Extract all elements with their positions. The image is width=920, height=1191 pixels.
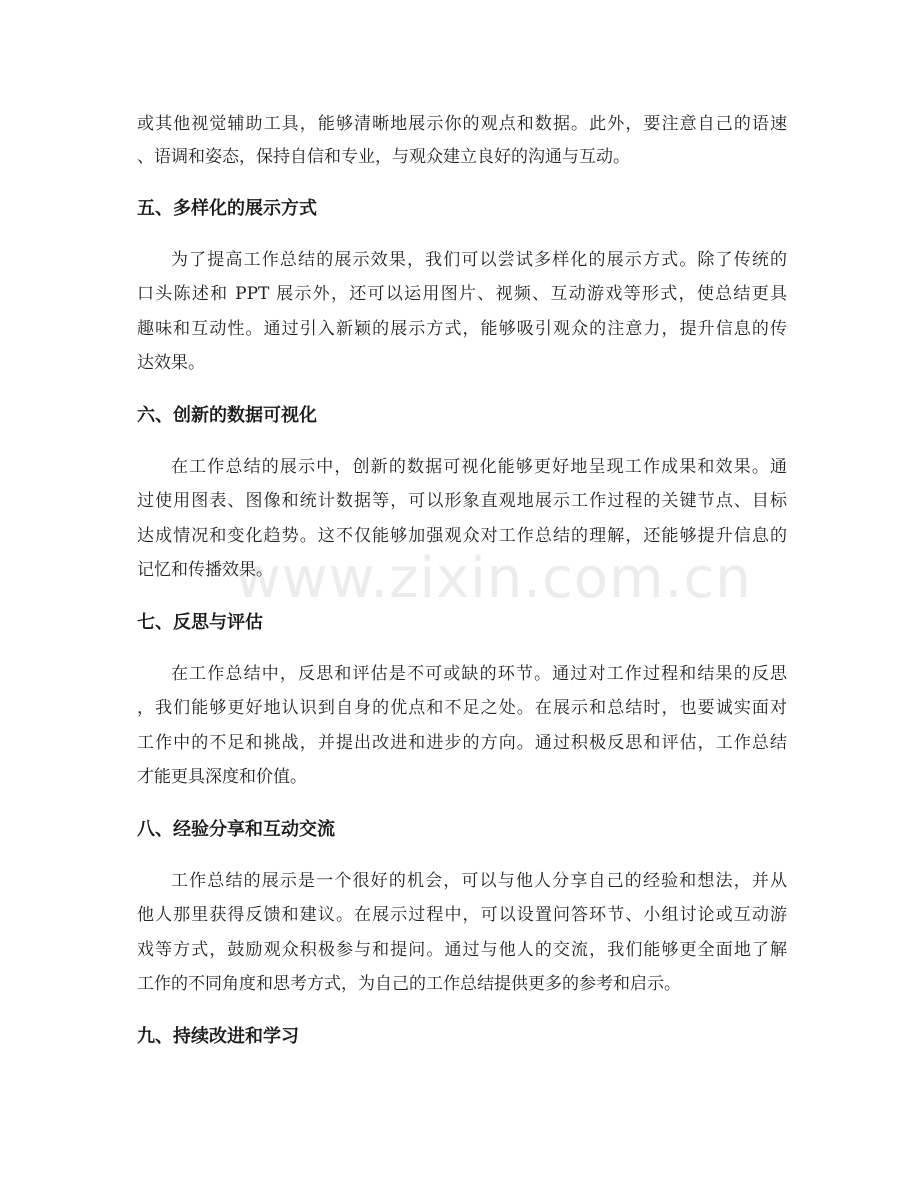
paragraph-line: 工作总结的展示是一个很好的机会，可以与他人分享自己的经验和想法，并从 xyxy=(171,871,787,891)
paragraph-line: 工作的不同角度和思考方式，为自己的工作总结提供更多的参考和启示。 xyxy=(137,974,681,994)
paragraph-line: 才能更具深度和价值。 xyxy=(137,767,307,787)
paragraph-line: ，我们能够更好地认识到自身的优点和不足之处。在展示和总结时，也要诚实面对 xyxy=(137,698,787,718)
paragraph-line: 或其他视觉辅助工具，能够清晰地展示你的观点和数据。此外，要注意自己的语速 xyxy=(137,114,787,134)
section-heading: 九、持续改进和学习 xyxy=(137,1026,299,1047)
section-heading: 八、经验分享和互动交流 xyxy=(137,819,335,840)
paragraph-line: 过使用图表、图像和统计数据等，可以形象直观地展示工作过程的关键节点、目标 xyxy=(137,491,787,511)
paragraph-line: 在工作总结中，反思和评估是不可或缺的环节。通过对工作过程和结果的反思 xyxy=(171,664,787,684)
section-heading: 七、反思与评估 xyxy=(137,612,263,633)
paragraph-line: 戏等方式，鼓励观众积极参与和提问。通过与他人的交流，我们能够更全面地了解 xyxy=(137,940,787,960)
paragraph-line: 记忆和传播效果。 xyxy=(137,560,273,580)
paragraph-line: 口头陈述和 PPT 展示外，还可以运用图片、视频、互动游戏等形式，使总结更具 xyxy=(137,284,787,304)
section-heading: 五、多样化的展示方式 xyxy=(137,198,317,219)
paragraph-line: 达效果。 xyxy=(137,353,205,373)
paragraph-line: 工作中的不足和挑战，并提出改进和进步的方向。通过积极反思和评估，工作总结 xyxy=(137,733,787,753)
paragraph-line: 为了提高工作总结的展示效果，我们可以尝试多样化的展示方式。除了传统的 xyxy=(171,250,787,270)
paragraph-line: 达成情况和变化趋势。这不仅能够加强观众对工作总结的理解，还能够提升信息的 xyxy=(137,526,787,546)
section-heading: 六、创新的数据可视化 xyxy=(137,405,317,426)
watermark-text: www.zixin.com.cn xyxy=(235,546,752,611)
paragraph-line: 在工作总结的展示中，创新的数据可视化能够更好地呈现工作成果和效果。通 xyxy=(171,457,787,477)
paragraph-line: 趣味和互动性。通过引入新颖的展示方式，能够吸引观众的注意力，提升信息的传 xyxy=(137,319,787,339)
paragraph-line: 、语调和姿态，保持自信和专业，与观众建立良好的沟通与互动。 xyxy=(137,147,630,167)
paragraph-line: 他人那里获得反馈和建议。在展示过程中，可以设置问答环节、小组讨论或互动游 xyxy=(137,905,787,925)
